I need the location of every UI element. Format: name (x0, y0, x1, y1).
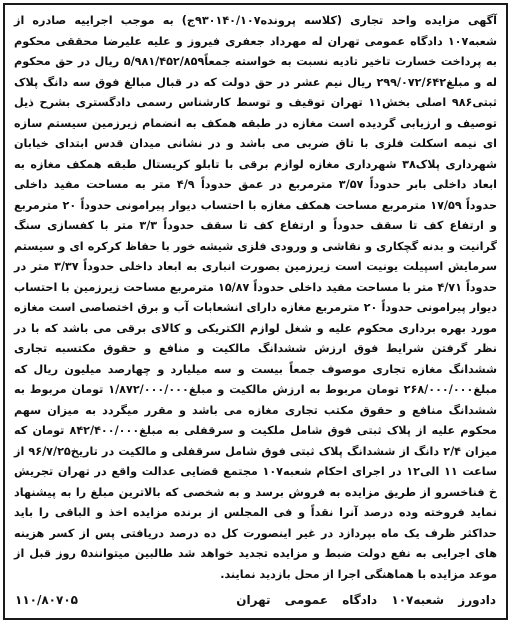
signature-line: دادورز شعبه۱۰۷ دادگاه عمومی تهران (236, 593, 496, 607)
notice-footer (15, 590, 496, 610)
notice-body-text: آگهی مزایده واحد تجاری (کلاسه پرونده۹۳۰۱۴۰/۱۰۷ج) به موجب اجراییه صادره از شعبه۱۰۷ دادگاه عمومی تهران له مهرداد جعفری فیروز و علیه علیرضا محققی محکوم به پرداخت خسارت تاخیر تادیه نسبت به خواسته جمعاً۵/۹۸۱/۴۵۲/۸۵۹ ریال در حق محکوم له و مبلغ۲۹۹/۰۷۲/۶۴۲ ریال نیم عشر در حق دولت که در قبال مبالغ فوق سه دانگ پلاک ثبتی۹۸۶ اصلی بخش۱۱ تهران توقیف و توسط کارشناس رسمی دادگستری بشرح ذیل توصیف و ارزیابی گردیده است مغازه در طبقه همکف به انضمام زیرزمین سیستم سازه ای نیمه اسکلت فلزی با تاق ضربی می باشد و در نشانی میدان قدس ابتدای خیابان شهرداری پلاک۳۸ شهرداری مغازه لوازم برقی با تابلو کریستال طبقه همکف مغازه به ابعاد داخلی بابر حدوداً ۳/۵۷ مترمربع در عمق حدوداً ۴/۹ متر به مساحت مفید داخلی حدوداً ۱۷/۵۹ مترمربع مساحت همکف مغازه با احتساب دیوار پیرامونی حدوداً ۲۰ مترمربع و ارتفاع کف تا سقف حدوداً و ارتفاع کف تا سقف حدوداً ۳/۳ متر با کفسازی سنگ گرانیت و بدنه گچکاری و نقاشی و ورودی فلزی شیشه خور با حفاظ کرکره ای و سیستم سرمایش اسپیلت یونیت است زیرزمین بصورت انباری به ابعاد داخلی حدوداً ۳/۳۷ متر در حدوداً ۴/۷۱ متر با مساحت مفید داخلی حدوداً ۱۵/۸۷ مترمربع مساحت زیرزمین با احتساب دیوار پیرامونی حدوداً ۲۰ مترمربع مغازه دارای انشعابات آب و برق اختصاصی است مغازه مورد بهره برداری محکوم علیه و شغل لوازم الکتریکی و کالای برقی می باشد که با در نظر گرفتن شرایط فوق ارزش ششدانگ مالکیت و منافع و حقوق مکتسبه تجاری ششدانگ مغازه تجاری موصوف جمعاً بیست و سه میلیارد و چهارصد میلیون ریال که مبلغ۲۶۸/۰۰۰/۰۰۰ تومان مربوط به ارزش مالکیت و مبلغ۱/۸۷۲/۰۰۰/۰۰۰ تومان مربوط به ششدانگ منافع و حقوق مکتب تجاری مغازه می باشد و مقرر میگردد به میزان سهم محکوم علیه از پلاک ثبتی فوق شامل ملکیت و سرقفلی به مبلغ۸۴۲/۴۰۰/۰۰۰ تومان که میزان ۲/۴ دانگ از ششدانگ پلاک ثبتی فوق شامل سرقفلی و مالکیت در تاریخ۹۶/۷/۲۵ از ساعت ۱۱ الی۱۲ در اجرای احکام شعبه۱۰۷ مجتمع قضایی عدالت واقع در تهران تجریش خ فناخسرو از طریق مزایده به فروش برسد و به شخصی که بالاترین مبلغ را به پیشنهاد نماید فروخته وده درصد آنرا نقداً و فی المجلس از برنده مزایده اخذ و الباقی را باید حداکثر ظرف یک ماه بپردازد در غیر اینصورت کل ده درصد دریافتی پس از کسر هزینه های اجرایی به نفع دولت ضبط و مزایده تجدید خواهد شد طالبین میتوانند۵ روز قبل از موعد مزایده با هماهنگی اجرا از محل بازدید نمایند. (14, 14, 498, 581)
notice-code: ۱۱۰/۸۰۷۰۵ (15, 593, 78, 607)
auction-notice (3, 3, 508, 620)
